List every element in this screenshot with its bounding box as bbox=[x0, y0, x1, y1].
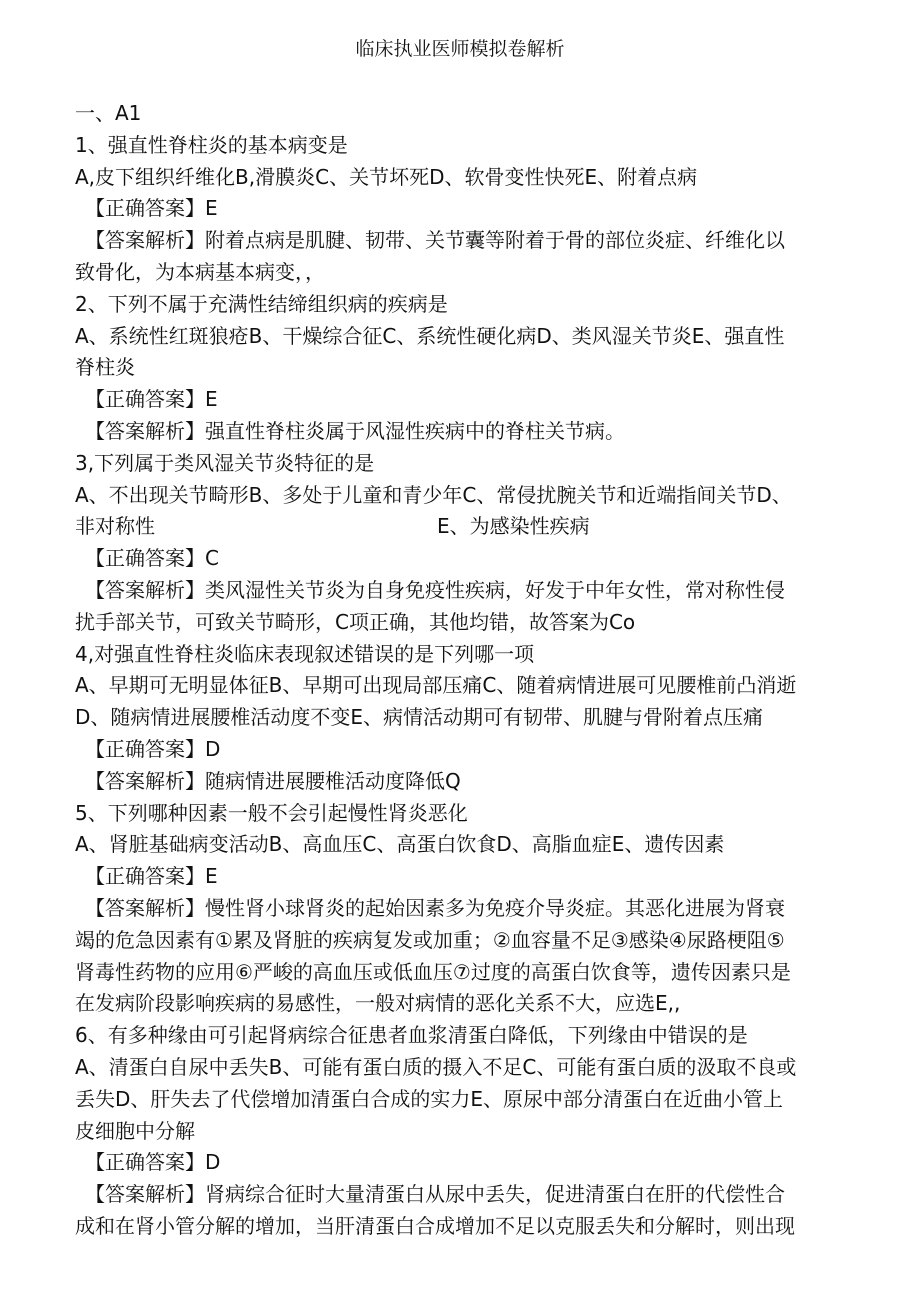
question-options-split bbox=[75, 511, 855, 543]
answer-explanation: 成和在肾小管分解的增加，当肝清蛋白合成增加不足以克服丢失和分解时，则出现 bbox=[75, 1213, 795, 1238]
correct-answer: 【正确答案】E bbox=[85, 196, 218, 221]
document-body bbox=[75, 98, 855, 1243]
question-options: A、早期可无明显体征B、早期可出现局部压痛C、随着病情进展可见腰椎前凸消逝 bbox=[75, 673, 797, 698]
section-heading: 一、A1 bbox=[75, 101, 142, 125]
correct-answer: 【正确答案】E bbox=[85, 864, 218, 889]
correct-answer: 【正确答案】D bbox=[85, 736, 221, 761]
option-text: 非对称性 bbox=[75, 514, 155, 539]
question-stem: 1、强直性脊柱炎的基本病变是 bbox=[75, 132, 348, 157]
question-options: D、随病情进展腰椎活动度不变E、病情活动期可有韧带、肌腱与骨附着点压痛 bbox=[75, 705, 764, 730]
correct-answer: 【正确答案】E bbox=[85, 387, 218, 412]
question-options: A、清蛋白自尿中丢失B、可能有蛋白质的摄入不足C、可能有蛋白质的汲取不良或 bbox=[75, 1054, 797, 1079]
question-options: 皮细胞中分解 bbox=[75, 1118, 195, 1143]
answer-explanation: 【答案解析】强直性脊柱炎属于风湿性疾病中的脊柱关节病。 bbox=[85, 418, 625, 443]
answer-explanation: 【答案解析】肾病综合征时大量清蛋白从尿中丢失，促进清蛋白在肝的代偿性合 bbox=[85, 1182, 785, 1207]
question-options: A、系统性红斑狼疮B、干燥综合征C、系统性硬化病D、类风湿关节炎E、强直性 bbox=[75, 323, 785, 348]
question-options: A、不出现关节畸形B、多处于儿童和青少年C、常侵扰腕关节和近端指间关节D、 bbox=[75, 482, 792, 507]
answer-explanation: 【答案解析】随病情进展腰椎活动度降低Q bbox=[85, 768, 461, 793]
question-options: 丢失D、肝失去了代偿增加清蛋白合成的实力E、原尿中部分清蛋白在近曲小管上 bbox=[75, 1086, 784, 1111]
answer-explanation: 扰手部关节，可致关节畸形，C项正确，其他均错，故答案为Co bbox=[75, 609, 636, 634]
page-title: 临床执业医师模拟卷解析 bbox=[355, 38, 565, 60]
answer-explanation: 竭的危急因素有①累及肾脏的疾病复发或加重；②血容量不足③感染④尿路梗阻⑤ bbox=[75, 927, 785, 952]
option-text: E、为感染性疾病 bbox=[437, 514, 590, 539]
question-stem: 4,对强直性脊柱炎临床表现叙述错误的是下列哪一项 bbox=[75, 641, 535, 666]
question-stem: 3,下列属于类风湿关节炎特征的是 bbox=[75, 450, 375, 475]
answer-explanation: 【答案解析】附着点病是肌腱、韧带、关节囊等附着于骨的部位炎症、纤维化以 bbox=[85, 228, 785, 253]
correct-answer: 【正确答案】C bbox=[85, 546, 219, 571]
question-stem: 6、有多种缘由可引起肾病综合征患者血浆清蛋白降低，下列缘由中错误的是 bbox=[75, 1023, 748, 1048]
question-options: A,皮下组织纤维化B,滑膜炎C、关节坏死D、软骨变性快死E、附着点病 bbox=[75, 164, 698, 189]
question-stem: 5、下列哪种因素一般不会引起慢性肾炎恶化 bbox=[75, 800, 468, 825]
answer-explanation: 在发病阶段影响疾病的易感性，一般对病情的恶化关系不大，应选E,, bbox=[75, 991, 681, 1016]
question-options: 脊柱炎 bbox=[75, 355, 135, 380]
question-options: A、肾脏基础病变活动B、高血压C、高蛋白饮食D、高脂血症E、遗传因素 bbox=[75, 832, 725, 857]
correct-answer: 【正确答案】D bbox=[85, 1150, 221, 1175]
answer-explanation: 【答案解析】慢性肾小球肾炎的起始因素多为免疫介导炎症。其恶化进展为肾衰 bbox=[85, 895, 785, 920]
answer-explanation: 【答案解析】类风湿性关节炎为自身免疫性疾病，好发于中年女性，常对称性侵 bbox=[85, 577, 785, 602]
question-stem: 2、下列不属于充满性结缔组织病的疾病是 bbox=[75, 291, 448, 316]
answer-explanation: 致骨化，为本病基本病变，， bbox=[75, 259, 325, 284]
answer-explanation: 肾毒性药物的应用⑥严峻的高血压或低血压⑦过度的高蛋白饮食等，遗传因素只是 bbox=[75, 959, 791, 984]
